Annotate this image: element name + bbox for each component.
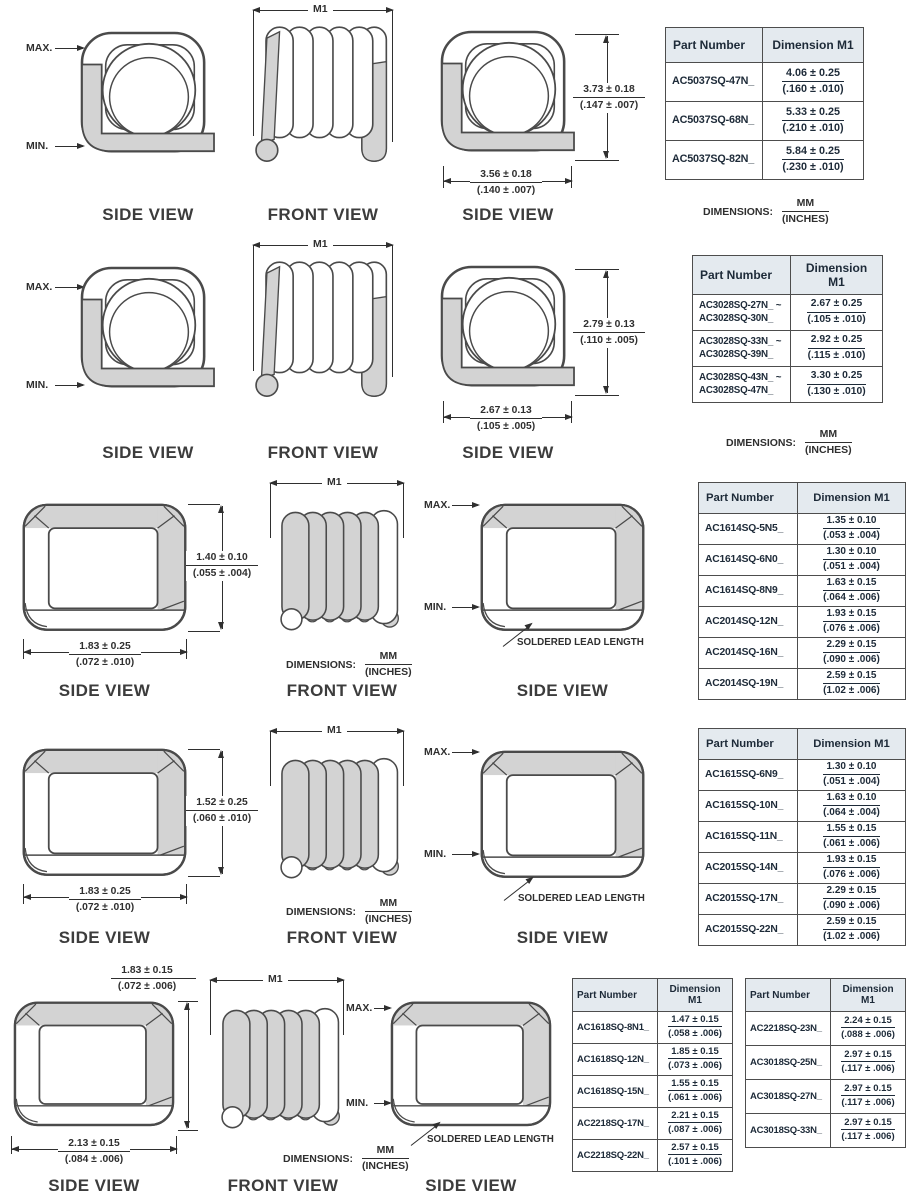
dim-mm: 1.63 ± 0.10	[823, 792, 880, 806]
m1-dimension-label: M1	[308, 238, 333, 250]
dim-inches: (.076 ± .006)	[823, 869, 880, 881]
dim-inches: (.060 ± .010)	[192, 813, 252, 825]
dim-mm: 2.97 ± 0.15	[841, 1049, 894, 1063]
dim-mm: 2.59 ± 0.15	[823, 916, 880, 930]
dim-mm: 1.93 ± 0.15	[823, 854, 880, 868]
front-view-label: FRONT VIEW	[286, 928, 398, 947]
front-view-label: FRONT VIEW	[267, 205, 379, 224]
min-leader-arrow	[452, 854, 478, 855]
dim-mm: 2.24 ± 0.15	[841, 1015, 895, 1029]
m1-dimension-label: M1	[322, 476, 347, 488]
dim-mm: 5.33 ± 0.25	[782, 106, 843, 121]
dimension-value	[791, 331, 883, 367]
dim-mm: 2.67 ± 0.13	[470, 404, 542, 419]
dimension-value	[831, 1046, 906, 1080]
dim-mm: 1.55 ± 0.15	[668, 1078, 722, 1092]
col-dimension-m1: Dimension M1	[791, 256, 883, 295]
mm-label: MM	[365, 650, 412, 665]
part-number: AC2015SQ-17N_	[699, 884, 798, 915]
dim-inches: (.160 ± .010)	[782, 83, 844, 96]
dimension-value	[763, 141, 864, 180]
table-row	[699, 853, 906, 884]
front-view-label: FRONT VIEW	[227, 1176, 339, 1195]
max-label: MAX.	[346, 1002, 373, 1014]
dim-mm: 1.40 ± 0.10	[186, 551, 258, 566]
dimensions-note-label: DIMENSIONS:	[286, 658, 357, 671]
extension-line	[575, 34, 619, 35]
dim-mm: 2.57 ± 0.15	[668, 1142, 722, 1156]
m1-dimension-label: M1	[308, 3, 333, 15]
table-row	[699, 576, 906, 607]
side-view-label: SIDE VIEW	[516, 928, 609, 947]
part-number: AC2015SQ-22N_	[699, 915, 798, 946]
dim-mm: 2.29 ± 0.15	[823, 639, 880, 653]
part-number-line: AC3028SQ-39N_	[699, 348, 774, 360]
table-row	[699, 822, 906, 853]
mm-inches-fraction	[805, 428, 852, 457]
side-view-label: SIDE VIEW	[58, 681, 151, 700]
mm-inches-fraction	[365, 650, 412, 679]
side-view-drawing	[388, 1001, 554, 1132]
dimension-value	[798, 915, 906, 946]
mm-inches-fraction	[782, 197, 829, 226]
table-row	[693, 331, 883, 367]
table-row	[699, 638, 906, 669]
part-number-line: AC3028SQ-43N_ ~	[699, 372, 782, 384]
table-row	[746, 1012, 906, 1046]
part-number: AC2014SQ-19N_	[699, 669, 798, 700]
part-number: AC2218SQ-22N_	[573, 1140, 658, 1172]
max-label: MAX.	[26, 42, 53, 54]
part-number: AC1615SQ-10N_	[699, 791, 798, 822]
part-number: AC1618SQ-12N_	[573, 1044, 658, 1076]
max-leader-arrow	[55, 287, 83, 288]
dim-inches: (.076 ± .006)	[823, 623, 880, 635]
front-view-drawing	[277, 750, 405, 882]
part-number: AC1614SQ-5N5_	[699, 514, 798, 545]
part-number	[693, 367, 791, 403]
dim-inches: (.117 ± .006)	[841, 1131, 895, 1143]
dim-mm: 5.84 ± 0.25	[782, 145, 843, 160]
part-dimension-table	[745, 978, 906, 1148]
dimension-value	[798, 822, 906, 853]
dim-inches: (.230 ± .010)	[782, 161, 844, 174]
part-number	[693, 295, 791, 331]
dim-inches: (.105 ± .010)	[807, 313, 866, 325]
m1-dimension-label: M1	[263, 973, 288, 985]
part-number: AC1615SQ-6N9_	[699, 760, 798, 791]
inches-label: (INCHES)	[362, 1160, 409, 1173]
dimensions-note-label: DIMENSIONS:	[726, 436, 797, 449]
height-dimension-value	[186, 551, 258, 581]
dimensions-note-label: DIMENSIONS:	[286, 905, 357, 918]
extension-line	[575, 269, 619, 270]
dim-mm: 1.52 ± 0.25	[186, 796, 258, 811]
dim-inches: (.147 ± .007)	[579, 100, 639, 112]
dimension-value	[798, 514, 906, 545]
dim-mm: 1.83 ± 0.25	[69, 640, 141, 655]
mm-label: MM	[782, 197, 829, 212]
table-row	[746, 1080, 906, 1114]
dim-mm: 4.06 ± 0.25	[782, 67, 843, 82]
dim-mm: 1.83 ± 0.25	[69, 885, 141, 900]
dim-inches: (.051 ± .004)	[823, 776, 880, 788]
dimension-value	[658, 1012, 733, 1044]
dim-inches: (.055 ± .004)	[192, 568, 252, 580]
dim-inches: (.051 ± .004)	[823, 561, 880, 573]
front-view-drawing	[277, 502, 405, 634]
table-row	[693, 367, 883, 403]
dim-mm: 2.92 ± 0.25	[808, 334, 866, 349]
inches-label: (INCHES)	[782, 213, 829, 226]
dimension-value	[791, 367, 883, 403]
dim-mm: 2.97 ± 0.15	[841, 1083, 894, 1097]
side-view-label: SIDE VIEW	[425, 1176, 517, 1195]
table-row	[699, 545, 906, 576]
soldered-lead-length-label: SOLDERED LEAD LENGTH	[518, 893, 645, 904]
dim-inches: (.088 ± .006)	[841, 1029, 895, 1041]
col-part-number: Part Number	[746, 979, 831, 1012]
table-row	[666, 141, 864, 180]
part-number: AC5037SQ-47N_	[666, 63, 763, 102]
dimension-value	[798, 884, 906, 915]
front-view-label: FRONT VIEW	[286, 681, 398, 700]
part-dimension-table	[698, 728, 906, 946]
dim-mm: 2.97 ± 0.15	[841, 1117, 894, 1131]
dimension-value	[791, 295, 883, 331]
part-number: AC3018SQ-33N_	[746, 1114, 831, 1148]
dim-inches: (.115 ± .010)	[807, 349, 866, 361]
dimension-value	[658, 1044, 733, 1076]
width-dimension-value	[470, 404, 542, 434]
min-label: MIN.	[346, 1097, 369, 1109]
extension-line	[270, 731, 271, 786]
dim-inches: (.084 ± .006)	[64, 1154, 124, 1166]
max-label: MAX.	[26, 281, 53, 293]
dimension-value	[831, 1080, 906, 1114]
dim-inches: (.090 ± .006)	[823, 900, 880, 912]
dim-inches: (.117 ± .006)	[841, 1097, 895, 1109]
extension-line	[188, 749, 220, 750]
dimensions-note	[286, 650, 412, 679]
side-view-drawing	[80, 266, 216, 399]
dim-mm: 3.30 ± 0.25	[807, 370, 865, 385]
dim-mm: 1.30 ± 0.10	[823, 546, 880, 560]
min-leader-arrow	[55, 385, 83, 386]
side-view-label: SIDE VIEW	[462, 443, 554, 462]
col-part-number: Part Number	[666, 28, 763, 63]
part-dimension-table	[692, 255, 883, 403]
col-dimension-m1: Dimension M1	[798, 483, 906, 514]
dim-inches: (1.02 ± .006)	[823, 931, 880, 943]
min-leader-arrow	[55, 146, 83, 147]
part-number: AC5037SQ-68N_	[666, 102, 763, 141]
min-label: MIN.	[26, 140, 49, 152]
dim-inches: (.087 ± .006)	[668, 1124, 722, 1136]
table-row	[699, 760, 906, 791]
mm-inches-fraction	[365, 897, 412, 926]
dim-inches: (.064 ± .004)	[823, 807, 880, 819]
table-row	[699, 884, 906, 915]
dimension-value	[831, 1012, 906, 1046]
inches-label: (INCHES)	[365, 666, 412, 679]
dim-mm: 2.59 ± 0.15	[823, 670, 880, 684]
dim-inches: (.117 ± .006)	[841, 1063, 895, 1075]
dim-inches: (.061 ± .006)	[823, 838, 880, 850]
dim-mm: 1.35 ± 0.10	[823, 515, 880, 529]
dimensions-note	[703, 197, 829, 226]
table-row	[746, 1114, 906, 1148]
dim-mm: 2.29 ± 0.15	[823, 885, 880, 899]
table-row	[573, 1044, 733, 1076]
col-part-number: Part Number	[573, 979, 658, 1012]
side-view-drawing	[440, 30, 576, 163]
dim-inches: (.072 ± .010)	[75, 657, 135, 669]
mm-inches-fraction	[362, 1144, 409, 1173]
height-dimension-value	[573, 83, 645, 113]
soldered-lead-length-label: SOLDERED LEAD LENGTH	[517, 637, 644, 648]
side-view-label: SIDE VIEW	[58, 928, 151, 947]
side-view-label: SIDE VIEW	[48, 1176, 140, 1195]
dim-mm: 1.47 ± 0.15	[668, 1014, 722, 1028]
dim-inches: (.064 ± .006)	[823, 592, 880, 604]
side-view-drawing	[22, 748, 187, 882]
extension-line	[270, 483, 271, 538]
col-part-number: Part Number	[699, 483, 798, 514]
width-dimension-value	[69, 640, 141, 670]
dim-inches: (.090 ± .006)	[823, 654, 880, 666]
col-dimension-m1: Dimension M1	[763, 28, 864, 63]
dimension-value	[798, 545, 906, 576]
side-view-drawing	[22, 503, 187, 637]
part-number-line: AC3028SQ-27N_ ~	[699, 300, 782, 312]
mm-label: MM	[362, 1144, 409, 1159]
part-number: AC2014SQ-16N_	[699, 638, 798, 669]
extension-line	[188, 631, 220, 632]
dim-mm: 1.63 ± 0.15	[823, 577, 880, 591]
dim-mm: 3.56 ± 0.18	[470, 168, 542, 183]
part-number: AC2014SQ-12N_	[699, 607, 798, 638]
table-row	[573, 1140, 733, 1172]
table-row	[699, 514, 906, 545]
min-label: MIN.	[26, 379, 49, 391]
dim-mm: 2.13 ± 0.15	[58, 1137, 130, 1152]
dimension-value	[658, 1108, 733, 1140]
part-number: AC3018SQ-25N_	[746, 1046, 831, 1080]
part-number: AC3018SQ-27N_	[746, 1080, 831, 1114]
dim-mm: 2.79 ± 0.13	[573, 318, 645, 333]
dimension-value	[798, 760, 906, 791]
dim-mm: 1.55 ± 0.15	[823, 823, 880, 837]
inches-label: (INCHES)	[805, 444, 852, 457]
mm-label: MM	[365, 897, 412, 912]
max-label: MAX.	[424, 746, 451, 758]
dimensions-note	[286, 897, 412, 926]
dim-inches: (.073 ± .006)	[668, 1060, 722, 1072]
table-row	[666, 102, 864, 141]
dimensions-note	[283, 1144, 409, 1173]
extension-line	[188, 876, 220, 877]
dimension-value	[763, 102, 864, 141]
part-number: AC1615SQ-11N_	[699, 822, 798, 853]
dim-mm: 2.67 ± 0.25	[807, 298, 865, 313]
dimension-value	[831, 1114, 906, 1148]
width-dimension-value	[69, 885, 141, 915]
dim-inches: (.053 ± .004)	[823, 530, 880, 542]
part-number: AC2015SQ-14N_	[699, 853, 798, 884]
dim-inches: (.130 ± .010)	[807, 385, 866, 397]
side-view-label: SIDE VIEW	[102, 443, 194, 462]
width-dimension-value	[470, 168, 542, 198]
dimension-value	[798, 853, 906, 884]
m1-dimension-label: M1	[322, 724, 347, 736]
table-row	[573, 1012, 733, 1044]
dim-inches: (.105 ± .005)	[476, 421, 536, 433]
front-view-label: FRONT VIEW	[267, 443, 379, 462]
dimensions-note-label: DIMENSIONS:	[703, 205, 774, 218]
dimension-value	[798, 576, 906, 607]
extension-line	[178, 1130, 198, 1131]
dim-mm: 1.30 ± 0.10	[823, 761, 880, 775]
dim-inches: (1.02 ± .006)	[823, 685, 880, 697]
dim-inches: (.140 ± .007)	[476, 185, 536, 197]
side-view-drawing	[440, 265, 576, 398]
height-dimension-line	[188, 1003, 189, 1128]
min-label: MIN.	[424, 848, 447, 860]
height-dimension-value	[573, 318, 645, 348]
dim-mm: 1.93 ± 0.15	[823, 608, 880, 622]
part-number	[693, 331, 791, 367]
dimension-value	[798, 638, 906, 669]
max-label: MAX.	[424, 499, 451, 511]
part-number-line: AC3028SQ-33N_ ~	[699, 336, 782, 348]
table-row	[699, 915, 906, 946]
extension-line	[188, 504, 220, 505]
side-view-drawing	[10, 1001, 178, 1132]
col-part-number: Part Number	[693, 256, 791, 295]
side-view-drawing	[480, 503, 645, 637]
dim-inches: (.101 ± .006)	[668, 1156, 722, 1168]
inches-label: (INCHES)	[365, 913, 412, 926]
part-dimension-table	[665, 27, 864, 180]
dim-inches: (.058 ± .006)	[668, 1028, 722, 1040]
table-row	[699, 669, 906, 700]
part-number: AC5037SQ-82N_	[666, 141, 763, 180]
height-dimension-value	[186, 796, 258, 826]
dim-mm: 1.83 ± 0.15	[111, 964, 183, 979]
part-number: AC2218SQ-17N_	[573, 1108, 658, 1140]
dim-inches: (.110 ± .005)	[580, 335, 638, 347]
col-dimension-m1: Dimension M1	[798, 729, 906, 760]
col-part-number: Part Number	[699, 729, 798, 760]
front-view-drawing	[253, 20, 393, 172]
soldered-lead-length-label: SOLDERED LEAD LENGTH	[427, 1134, 554, 1145]
part-dimension-table	[698, 482, 906, 700]
dimension-value	[798, 669, 906, 700]
table-row	[699, 607, 906, 638]
part-number: AC1618SQ-8N1_	[573, 1012, 658, 1044]
part-dimension-table	[572, 978, 733, 1172]
dim-inches: (.210 ± .010)	[782, 122, 844, 135]
min-label: MIN.	[424, 601, 447, 613]
part-number: AC1614SQ-6N0_	[699, 545, 798, 576]
dimension-value	[798, 791, 906, 822]
dimensions-note	[726, 428, 852, 457]
dimension-value	[658, 1140, 733, 1172]
height-dimension-value	[111, 964, 183, 994]
dimensions-note-label: DIMENSIONS:	[283, 1152, 354, 1165]
side-view-label: SIDE VIEW	[462, 205, 554, 224]
dim-inches: (.072 ± .010)	[75, 902, 135, 914]
dim-inches: (.061 ± .006)	[668, 1092, 722, 1104]
min-leader-arrow	[452, 607, 478, 608]
part-number: AC1618SQ-15N_	[573, 1076, 658, 1108]
col-dimension-m1: Dimension M1	[658, 979, 733, 1012]
part-number-line: AC3028SQ-47N_	[699, 384, 774, 396]
table-row	[693, 295, 883, 331]
width-dimension-value	[58, 1137, 130, 1167]
table-row	[666, 63, 864, 102]
dimension-value	[658, 1076, 733, 1108]
part-number: AC1614SQ-8N9_	[699, 576, 798, 607]
part-number: AC2218SQ-23N_	[746, 1012, 831, 1046]
mm-label: MM	[805, 428, 852, 443]
col-dimension-m1: Dimension M1	[831, 979, 906, 1012]
side-view-drawing	[480, 750, 645, 884]
front-view-drawing	[218, 1000, 346, 1132]
side-view-drawing	[80, 31, 216, 164]
dim-mm: 3.73 ± 0.18	[573, 83, 645, 98]
max-leader-arrow	[55, 48, 83, 49]
dimension-value	[798, 607, 906, 638]
table-row	[573, 1076, 733, 1108]
dimension-value	[763, 63, 864, 102]
side-view-label: SIDE VIEW	[516, 681, 609, 700]
max-leader-arrow	[452, 505, 478, 506]
dim-inches: (.072 ± .006)	[117, 981, 177, 993]
extension-line	[210, 980, 211, 1035]
dim-mm: 2.21 ± 0.15	[668, 1110, 722, 1124]
side-view-label: SIDE VIEW	[102, 205, 194, 224]
part-number-line: AC3028SQ-30N_	[699, 312, 774, 324]
table-row	[573, 1108, 733, 1140]
dim-mm: 1.85 ± 0.15	[668, 1046, 722, 1060]
extension-line	[575, 160, 619, 161]
table-row	[746, 1046, 906, 1080]
front-view-drawing	[253, 255, 393, 407]
extension-line	[575, 395, 619, 396]
max-leader-arrow	[452, 752, 478, 753]
table-row	[699, 791, 906, 822]
